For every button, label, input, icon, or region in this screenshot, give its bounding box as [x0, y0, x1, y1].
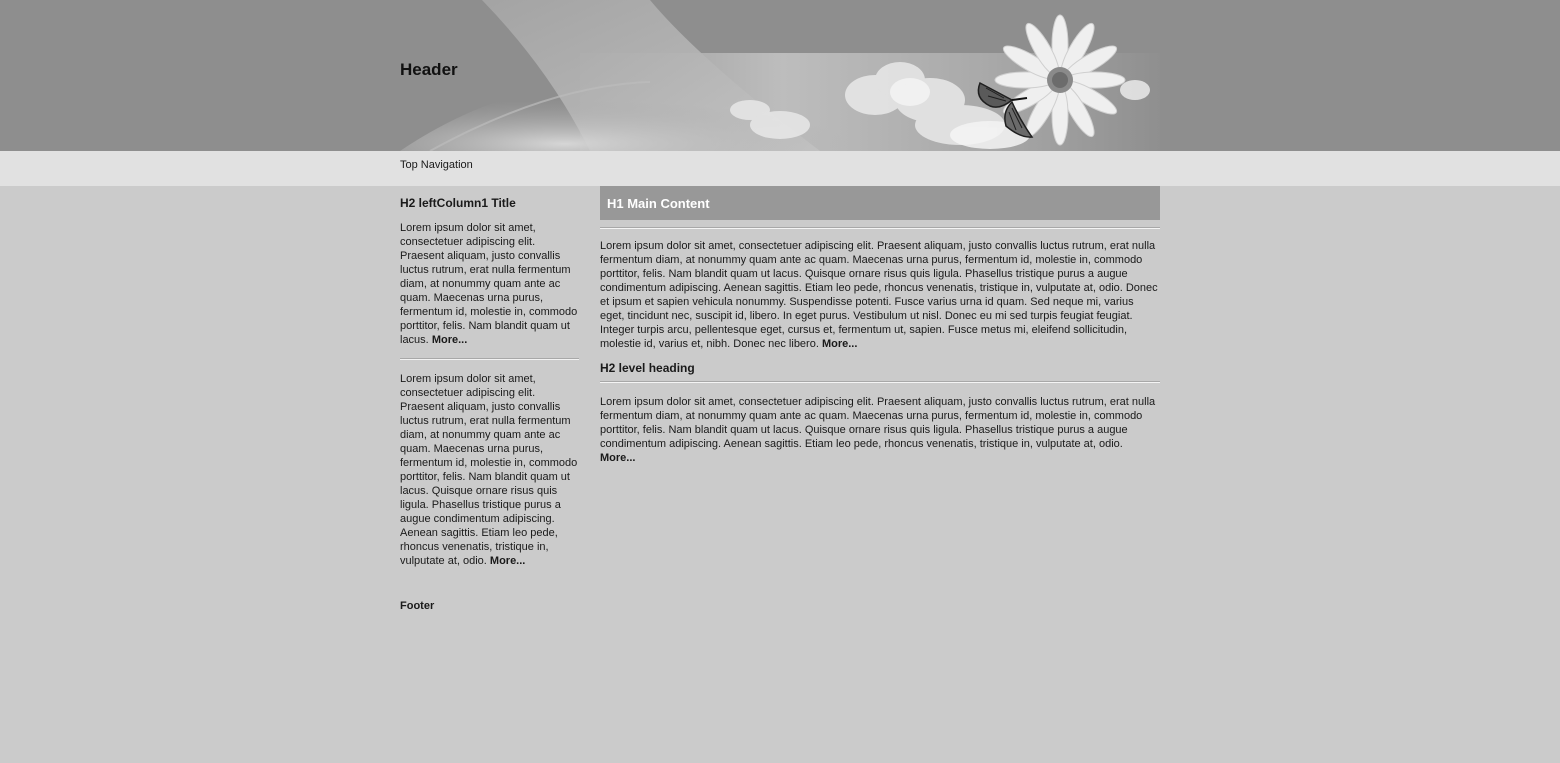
main-subheading: H2 level heading: [600, 361, 695, 375]
main-subheading-divider: [600, 381, 1160, 383]
left-column: [400, 186, 580, 568]
left-column-paragraph: [400, 372, 580, 568]
main-paragraph-2-text: Lorem ipsum dolor sit amet, consectetuer adipiscing elit. Praesent aliquam, justo convallis luctus rutrum, erat nulla fermentum diam, at nonummy quam ante ac quam. Maecenas urna purus, fermentum id, molestie in, commodo porttitor, felis. Nam blandit quam ut lacus. Quisque ornare risus quis ligula. Phasellus tristique purus a augue condimentum adipiscing. Aenean sagittis. Etiam leo pede, rhoncus venenatis, tristique in, vulputate at, odio.: [600, 396, 1156, 450]
main-content-title: H1 Main Content: [607, 195, 710, 211]
footer: Footer: [400, 600, 435, 612]
left-paragraph-1-more-link[interactable]: More...: [431, 334, 468, 346]
top-navigation-link[interactable]: Top Navigation: [400, 159, 473, 171]
top-navigation-bar: [0, 151, 1560, 186]
header-banner-image: [400, 0, 1160, 151]
main-content-column: [600, 186, 1160, 465]
left-paragraph-2-text: Lorem ipsum dolor sit amet, consectetuer adipiscing elit. Praesent aliquam, justo convallis luctus rutrum, erat nulla fermentum diam, at nonummy quam ante ac quam. Maecenas urna purus, fermentum id, molestie in, commodo porttitor, felis. Nam blandit quam ut lacus. Quisque ornare risus quis ligula. Phasellus tristique purus a augue condimentum adipiscing. Aenean sagittis. Etiam leo pede, rhoncus venenatis, tristique in, vulputate at, odio.: [400, 373, 578, 567]
main-paragraph-1-more-link[interactable]: More...: [821, 338, 858, 350]
main-paragraph-1-text: Lorem ipsum dolor sit amet, consectetuer adipiscing elit. Praesent aliquam, justo convallis luctus rutrum, erat nulla fermentum diam, at nonummy quam ante ac quam. Maecenas urna purus, fermentum id, molestie in, commodo porttitor, felis. Nam blandit quam ut lacus. Quisque ornare risus quis ligula. Phasellus tristique purus a augue condimentum adipiscing. Aenean sagittis. Etiam leo pede, rhoncus venenatis, tristique in, vulputate at, odio. Donec et ipsum et sapien vehicula nonummy. Suspendisse potenti. Fusce varius urna id quam. Sed neque mi, varius eget, tincidunt nec, suscipit id, libero. In eget purus. Vestibulum ut nisl. Donec eu mi sed turpis feugiat feugiat. Integer turpis arcu, pellentesque eget, cursus et, fermentum ut, sapien. Fusce metus mi, eleifend sollicitudin, molestie id, varius et, nibh. Donec nec libero.: [600, 240, 1158, 350]
main-paragraph-2-more-link[interactable]: More...: [600, 452, 636, 464]
left-paragraph-2-more-link[interactable]: More...: [489, 555, 526, 567]
main-title-divider: [600, 227, 1160, 229]
header-band: [0, 0, 1560, 151]
left-column-title: H2 leftColumn1 Title: [400, 196, 516, 210]
main-paragraph-2: [600, 395, 1160, 465]
left-column-paragraph: [400, 221, 580, 347]
site-header-title: Header: [400, 60, 458, 79]
left-column-divider: [400, 358, 579, 360]
main-paragraph-1: [600, 239, 1160, 351]
left-paragraph-1-text: Lorem ipsum dolor sit amet, consectetuer adipiscing elit. Praesent aliquam, justo convallis luctus rutrum, erat nulla fermentum diam, at nonummy quam ante ac quam. Maecenas urna purus, fermentum id, molestie in, commodo porttitor, felis. Nam blandit quam ut lacus.: [400, 222, 578, 346]
main-title-bar: [600, 186, 1160, 220]
